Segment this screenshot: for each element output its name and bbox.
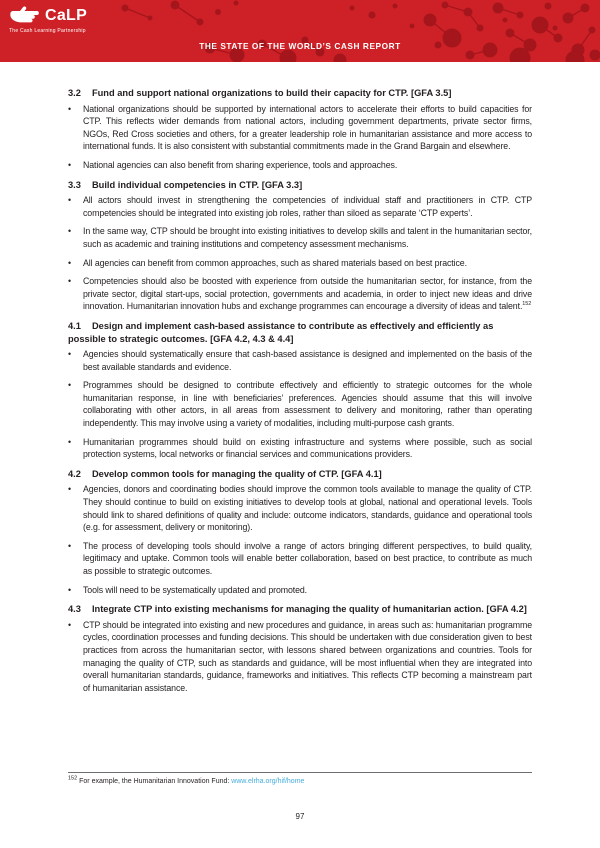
bullet-icon: •: [68, 257, 72, 268]
bullet-text: National organizations should be supported by international actors to accelerate their efforts to build capacities for CTP. This reflects wider demands from national actors, including government departments, private sector firms, NGOs, Red Cross societies and others, for a greater leadership role in humanitarian assistance and more access to international funds. It is also consistent with substantial commitments made in the Grand Bargain and elsewhere.: [83, 103, 532, 152]
bullet-icon: •: [68, 159, 72, 170]
bullet-icon: •: [68, 436, 72, 447]
bullet-text: CTP should be integrated into existing and new procedures and guidance, in areas such as: humanitarian programme cycles, coordination processes and funding decisions. This should be undertaken with due consideration given to best practices from across the humanitarian sector, with lessons shared between organizations and countries. Tools for managing the quality of CTP, such as standards and guidance, will be most influential when they are integrated into overall humanitarian standards, guidance, frameworks and initiatives. This reflects CTP becoming a mainstream part of humanitarian assistance.: [83, 619, 532, 693]
bullet-item: [68, 275, 532, 313]
bullet-icon: •: [68, 349, 72, 360]
page-content: [68, 87, 532, 700]
bullet-text: All actors should invest in strengthening the competencies of individual staff and practitioners in CTP. CTP competencies should be integrated into existing job roles, rather than siloed as separate ‘CTP experts’.: [83, 195, 532, 218]
bullet-text: Agencies, donors and coordinating bodies should improve the common tools available to manage the quality of CTP. They should continue to build on existing initiatives to develop tools at global, national and operational levels. Tools should link to shared definitions of quality and include: outcome indicators, standards, guidance and operational tools (e.g. for assessment, delivery or monitoring).: [83, 484, 532, 533]
bullet-item: [68, 584, 532, 597]
section-number: 3.3: [68, 179, 81, 190]
bullet-icon: •: [68, 195, 72, 206]
bullet-item: [68, 540, 532, 578]
sections-container: [68, 87, 532, 694]
footnote-text: For example, the Humanitarian Innovation Fund:: [77, 778, 232, 785]
bullet-text: Programmes should be designed to contribute effectively and efficiently to strategic outcomes for the whole humanitarian response, in line with beneficiaries’ preferences. Agencies should assume that this will involve collaborating with other actors, in all areas from assessment to delivery and monitoring, rather than operating independently. This may involve using a variety of modalities, including multi-purpose cash grants.: [83, 380, 532, 429]
section-number: 4.2: [68, 468, 81, 479]
footnote-divider: [68, 772, 532, 773]
section-title: Integrate CTP into existing mechanisms for managing the quality of humanitarian action. [GFA 4.2]: [91, 604, 527, 615]
section-heading-4.3: [68, 603, 532, 616]
bullet-item: [68, 619, 532, 695]
bullet-text: The process of developing tools should involve a range of actors bringing different perspectives, to build quality, legitimacy and uptake. Common tools will enable better collaboration, based on best practice, to contribute as much as possible to strategic outcomes.: [83, 540, 532, 576]
bullet-item: [68, 159, 532, 172]
footnote-marker: 152: [68, 775, 78, 782]
bullet-item: [68, 348, 532, 373]
bullet-item: [68, 257, 532, 270]
bullet-icon: •: [68, 619, 72, 630]
bullet-item: [68, 103, 532, 153]
section-title: Design and implement cash-based assistance to contribute as effectively and efficiently as possible to strategic outcomes. [GFA 4.2, 4.3 & 4.4]: [68, 320, 494, 344]
bullet-text: National agencies can also benefit from sharing experience, tools and approaches.: [83, 159, 398, 170]
bullet-icon: •: [68, 380, 72, 391]
bullet-icon: •: [68, 226, 72, 237]
bullet-icon: •: [68, 103, 72, 114]
bullet-icon: •: [68, 484, 72, 495]
bullet-item: [68, 379, 532, 429]
section-heading-3.3: [68, 179, 532, 192]
section-title: Fund and support national organizations to build their capacity for CTP. [GFA 3.5]: [91, 88, 452, 98]
bullet-item: [68, 483, 532, 533]
bullet-text: Humanitarian programmes should build on existing infrastructure and systems where possible, such as social protection systems, local networks or financial services and communications providers.: [83, 436, 532, 460]
page-number: 97: [295, 812, 305, 821]
footnote-block: [68, 772, 532, 787]
bullet-item: [68, 225, 532, 250]
section-number: 3.2: [68, 88, 81, 98]
footnote-link[interactable]: www.elrha.org/hif/home: [231, 778, 305, 785]
bullet-text: Agencies should systematically ensure that cash-based assistance is designed and implemented on the basis of the best available standards and evidence.: [83, 349, 532, 372]
footnote-ref: 152: [522, 301, 532, 308]
section-number: 4.3: [68, 604, 81, 615]
page-header: [0, 0, 600, 62]
bullet-text: All agencies can benefit from common approaches, such as shared materials based on best practice.: [83, 257, 467, 268]
bullet-item: [68, 194, 532, 219]
bullet-text: Tools will need to be systematically updated and promoted.: [83, 584, 308, 595]
footnote: [68, 777, 532, 787]
calp-logo: [9, 6, 87, 34]
hand-giving-icon: [9, 6, 41, 26]
bullet-text: Competencies should also be boosted with experience from outside the humanitarian sector, for instance, from the private sector, digital start-ups, social protection, governments and academia, in order to inject new ideas and drive innovation. Humanitarian innovation hubs and exchange programmes can encourage a diversity of ideas and talent.$^{152}$: [83, 276, 532, 312]
bullet-icon: •: [68, 276, 72, 287]
section-title: Build individual competencies in CTP. [GFA 3.3]: [91, 179, 303, 190]
section-number: 4.1: [68, 320, 81, 331]
logo-tagline: The Cash Learning Partnership: [9, 28, 86, 34]
molecule-network-pattern: [0, 0, 600, 62]
logo-wordmark: CaLP: [45, 7, 88, 24]
section-heading-3.2: [68, 87, 532, 100]
report-title: THE STATE OF THE WORLD’S CASH REPORT: [199, 41, 401, 51]
bullet-icon: •: [68, 540, 72, 551]
bullet-icon: •: [68, 584, 72, 595]
bullet-item: [68, 436, 532, 461]
section-title: Develop common tools for managing the quality of CTP. [GFA 4.1]: [91, 468, 382, 479]
section-heading-4.1: [68, 320, 532, 345]
section-heading-4.2: [68, 468, 532, 481]
bullet-text: In the same way, CTP should be brought into existing initiatives to develop skills and talent in the humanitarian sector, such as academic and training institutions and competency assessment mechanisms.: [83, 226, 532, 249]
